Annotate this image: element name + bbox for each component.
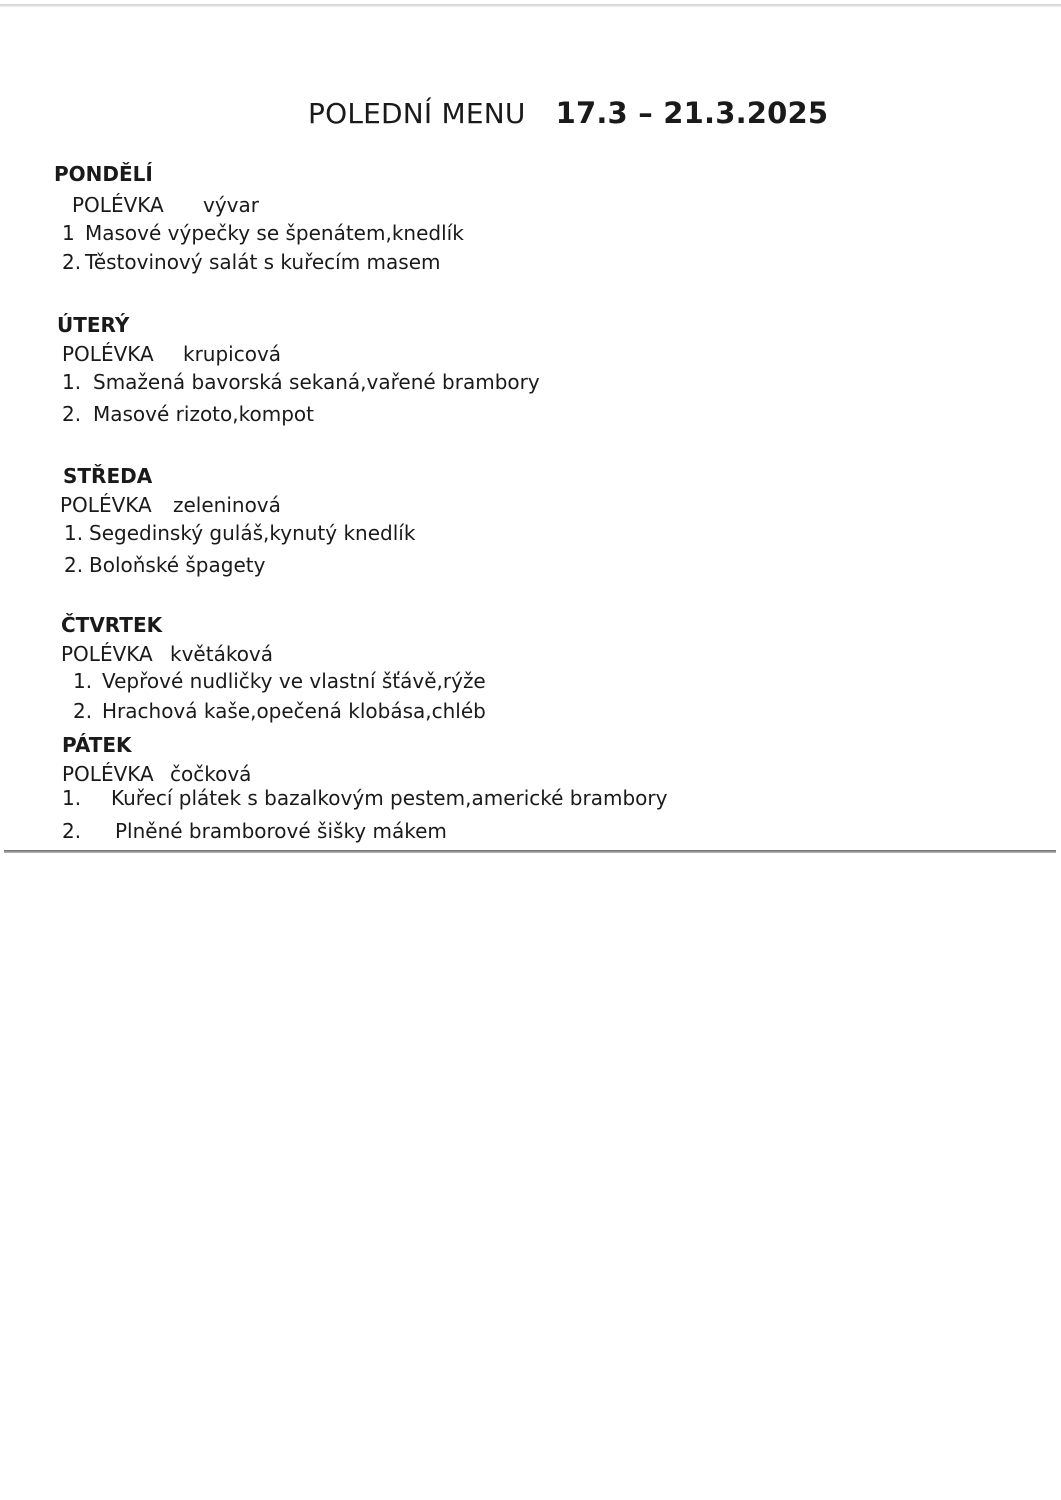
menu-item-wednesday-2 [64, 553, 265, 577]
item-number: 1. [62, 370, 82, 394]
title-dates: 17.3 – 21.3.2025 [555, 96, 829, 130]
item-number: 2. [62, 819, 82, 843]
item-text: Segedinský guláš,kynutý knedlík [89, 521, 416, 545]
item-text: Hrachová kaše,opečená klobása,chléb [102, 699, 486, 723]
scan-edge-top [0, 4, 1061, 7]
page-title [308, 96, 828, 130]
day-heading-tuesday: ÚTERÝ [57, 313, 130, 337]
item-text: Masové rizoto,kompot [93, 402, 314, 426]
day-heading-friday: PÁTEK [62, 733, 132, 757]
menu-item-tuesday-2 [62, 402, 314, 426]
menu-item-monday-1 [62, 221, 464, 245]
item-text: Vepřové nudličky ve vlastní šťávě,rýže [102, 669, 486, 693]
menu-item-wednesday-1 [64, 521, 415, 545]
soup-line-monday [72, 193, 259, 217]
item-number: 2. [62, 250, 82, 274]
soup-label: POLÉVKA [61, 642, 153, 666]
menu-item-thursday-1 [73, 669, 486, 693]
soup-line-tuesday [62, 342, 281, 366]
soup-name: krupicová [183, 342, 282, 366]
soup-label: POLÉVKA [62, 762, 154, 786]
soup-line-thursday [61, 642, 273, 666]
soup-label: POLÉVKA [62, 342, 154, 366]
title-label: POLEDNÍ MENU [308, 97, 526, 130]
item-text: Těstovinový salát s kuřecím masem [85, 250, 441, 274]
item-text: Smažená bavorská sekaná,vařené brambory [93, 370, 540, 394]
soup-line-wednesday [60, 493, 281, 517]
item-number: 1. [64, 521, 84, 545]
soup-line-friday [62, 762, 251, 786]
item-number: 2. [62, 402, 82, 426]
menu-item-thursday-2 [73, 699, 486, 723]
soup-name: zeleninová [173, 493, 281, 517]
menu-item-friday-1 [62, 786, 667, 810]
item-number: 1 [62, 221, 75, 245]
item-number: 2. [64, 553, 84, 577]
item-text: Plněné bramborové šišky mákem [115, 819, 447, 843]
item-text: Boloňské špagety [89, 553, 266, 577]
soup-name: květáková [170, 642, 274, 666]
soup-label: POLÉVKA [72, 193, 164, 217]
menu-item-monday-2 [62, 250, 441, 274]
item-number: 2. [73, 699, 93, 723]
soup-name: čočková [170, 762, 252, 786]
soup-label: POLÉVKA [60, 493, 152, 517]
menu-item-friday-2 [62, 819, 447, 843]
day-heading-thursday: ČTVRTEK [61, 613, 163, 637]
item-text: Masové výpečky se špenátem,knedlík [85, 221, 464, 245]
scan-edge-bottom [4, 850, 1056, 853]
menu-item-tuesday-1 [62, 370, 540, 394]
item-number: 1. [62, 786, 82, 810]
day-heading-wednesday: STŘEDA [63, 464, 153, 488]
item-text: Kuřecí plátek s bazalkovým pestem,americké brambory [111, 786, 668, 810]
soup-name: vývar [203, 193, 259, 217]
item-number: 1. [73, 669, 93, 693]
day-heading-monday: PONDĚLÍ [54, 162, 153, 186]
